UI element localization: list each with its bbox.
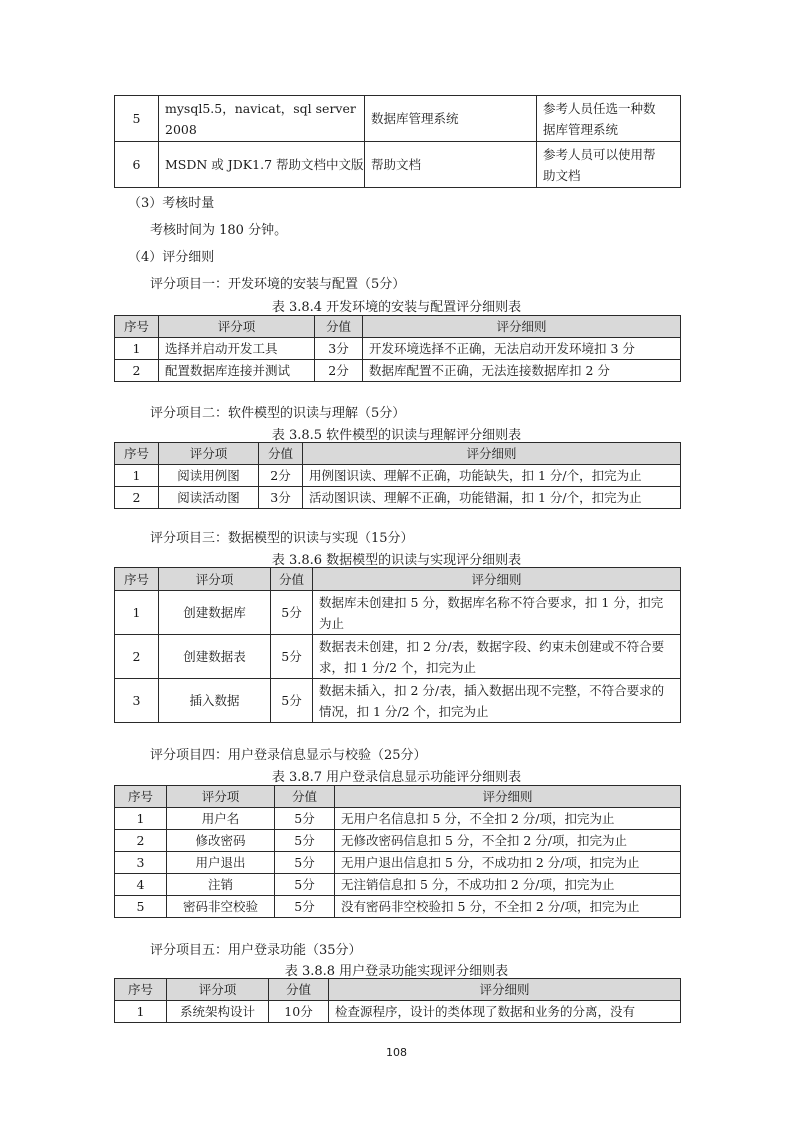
score-cell: 2分 (315, 360, 363, 382)
software-line: 2008 (165, 121, 197, 137)
table-row (115, 142, 681, 188)
header-cell: 分值 (259, 443, 303, 465)
detail-cell: 用例图识读、理解不正确，功能缺失，扣 1 分/个，扣完为止 (303, 465, 681, 487)
row-number: 3 (115, 679, 159, 723)
item-cell: 用户名 (167, 808, 275, 830)
detail-cell: 无用户退出信息扣 5 分，不成功扣 2 分/项，扣完为止 (335, 852, 681, 874)
section-heading: （4）评分细则 (128, 250, 215, 265)
row-number: 6 (115, 142, 159, 188)
item-heading: 评分项目五：用户登录功能（35分） (150, 943, 362, 958)
item-heading: 评分项目四：用户登录信息显示与校验（25分） (150, 748, 427, 763)
scoring-table-3 (114, 567, 681, 723)
table-caption: 表 3.8.8 用户登录功能实现评分细则表 (284, 964, 509, 979)
header-cell: 分值 (275, 786, 335, 808)
detail-cell: 无注销信息扣 5 分，不成功扣 2 分/项，扣完为止 (335, 874, 681, 896)
table-header-row (115, 786, 681, 808)
software-cell: MSDN 或 JDK1.7 帮助文档中文版 (159, 142, 365, 188)
header-cell: 评分项 (159, 316, 315, 338)
header-cell: 评分项 (167, 786, 275, 808)
detail-cell: 数据未插入，扣 2 分/表，插入数据出现不完整，不符合要求的情况，扣 1 分/2 个，扣完为止 (313, 679, 681, 723)
score-cell: 5分 (275, 830, 335, 852)
score-cell: 10分 (269, 1001, 329, 1023)
item-cell: 注销 (167, 874, 275, 896)
item-cell: 创建数据表 (159, 635, 271, 679)
note-line: 参考人员任选一种数 (543, 100, 656, 116)
software-cell (159, 96, 365, 142)
table-row (115, 830, 681, 852)
page-number: 108 (386, 1046, 407, 1059)
table-row (115, 896, 681, 918)
table-row (115, 635, 681, 679)
header-cell: 序号 (115, 443, 159, 465)
table-row (115, 808, 681, 830)
table-header-row (115, 979, 681, 1001)
score-cell: 3分 (259, 487, 303, 509)
header-cell: 评分细则 (329, 979, 681, 1001)
item-cell: 用户退出 (167, 852, 275, 874)
header-cell: 评分项 (159, 443, 259, 465)
header-cell: 分值 (315, 316, 363, 338)
row-number: 1 (115, 465, 159, 487)
table-caption: 表 3.8.7 用户登录信息显示功能评分细则表 (271, 770, 522, 785)
row-number: 2 (115, 487, 159, 509)
note-line: 参考人员可以使用帮 (543, 146, 656, 162)
table-row (115, 360, 681, 382)
table-row (115, 874, 681, 896)
scoring-table-4 (114, 785, 681, 918)
item-heading: 评分项目三：数据模型的识读与实现（15分） (150, 531, 414, 546)
header-cell: 序号 (115, 568, 159, 591)
table-row (115, 591, 681, 635)
header-cell: 评分项 (159, 568, 271, 591)
detail-cell: 没有密码非空校验扣 5 分，不全扣 2 分/项，扣完为止 (335, 896, 681, 918)
table-row (115, 1001, 681, 1023)
score-cell: 5分 (271, 591, 313, 635)
header-cell: 分值 (271, 568, 313, 591)
header-cell: 评分细则 (313, 568, 681, 591)
purpose-cell: 数据库管理系统 (365, 96, 537, 142)
scoring-table-5 (114, 978, 681, 1023)
item-cell: 选择并启动开发工具 (159, 338, 315, 360)
row-number: 4 (115, 874, 167, 896)
detail-cell: 无用户名信息扣 5 分，不全扣 2 分/项，扣完为止 (335, 808, 681, 830)
table-row (115, 487, 681, 509)
detail-cell: 检查源程序，设计的类体现了数据和业务的分离，没有 (329, 1001, 681, 1023)
header-cell: 评分细则 (363, 316, 681, 338)
score-cell: 5分 (271, 679, 313, 723)
note-cell (537, 96, 681, 142)
item-cell: 配置数据库连接并测试 (159, 360, 315, 382)
item-cell: 创建数据库 (159, 591, 271, 635)
table-header-row (115, 316, 681, 338)
detail-cell: 数据库未创建扣 5 分，数据库名称不符合要求，扣 1 分，扣完为止 (313, 591, 681, 635)
item-cell: 阅读活动图 (159, 487, 259, 509)
item-heading: 评分项目一：开发环境的安装与配置（5分） (150, 277, 406, 292)
table-header-row (115, 443, 681, 465)
note-line: 据库管理系统 (543, 121, 619, 137)
row-number: 2 (115, 635, 159, 679)
table-row (115, 465, 681, 487)
row-number: 2 (115, 360, 159, 382)
scoring-table-2 (114, 442, 681, 509)
score-cell: 5分 (275, 896, 335, 918)
item-heading: 评分项目二：软件模型的识读与理解（5分） (150, 406, 406, 421)
item-cell: 阅读用例图 (159, 465, 259, 487)
score-cell: 5分 (271, 635, 313, 679)
note-line: 助文档 (543, 167, 581, 183)
software-table (114, 95, 681, 188)
header-cell: 序号 (115, 786, 167, 808)
row-number: 1 (115, 1001, 167, 1023)
table-row (115, 96, 681, 142)
item-cell: 密码非空校验 (167, 896, 275, 918)
detail-cell: 数据库配置不正确，无法连接数据库扣 2 分 (363, 360, 681, 382)
table-row (115, 679, 681, 723)
row-number: 3 (115, 852, 167, 874)
detail-cell: 开发环境选择不正确，无法启动开发环境扣 3 分 (363, 338, 681, 360)
detail-cell: 无修改密码信息扣 5 分，不全扣 2 分/项，扣完为止 (335, 830, 681, 852)
body-text: 考核时间为 180 分钟。 (150, 223, 288, 238)
table-row (115, 338, 681, 360)
header-cell: 评分细则 (335, 786, 681, 808)
table-row (115, 852, 681, 874)
row-number: 5 (115, 896, 167, 918)
scoring-table-1 (114, 315, 681, 382)
detail-cell: 数据表未创建，扣 2 分/表，数据字段、约束未创建或不符合要求，扣 1 分/2 个，扣完为止 (313, 635, 681, 679)
item-cell: 系统架构设计 (167, 1001, 269, 1023)
score-cell: 5分 (275, 874, 335, 896)
score-cell: 2分 (259, 465, 303, 487)
item-cell: 修改密码 (167, 830, 275, 852)
table-caption: 表 3.8.5 软件模型的识读与理解评分细则表 (271, 428, 522, 443)
row-number: 1 (115, 808, 167, 830)
header-cell: 评分细则 (303, 443, 681, 465)
header-cell: 序号 (115, 979, 167, 1001)
score-cell: 3分 (315, 338, 363, 360)
table-caption: 表 3.8.6 数据模型的识读与实现评分细则表 (271, 553, 522, 568)
row-number: 1 (115, 338, 159, 360)
row-number: 5 (115, 96, 159, 142)
software-line: mysql5.5，navicat，sql server (165, 100, 356, 116)
purpose-cell: 帮助文档 (365, 142, 537, 188)
detail-cell: 活动图识读、理解不正确，功能错漏，扣 1 分/个，扣完为止 (303, 487, 681, 509)
item-cell: 插入数据 (159, 679, 271, 723)
header-cell: 序号 (115, 316, 159, 338)
header-cell: 评分项 (167, 979, 269, 1001)
row-number: 1 (115, 591, 159, 635)
score-cell: 5分 (275, 852, 335, 874)
header-cell: 分值 (269, 979, 329, 1001)
table-header-row (115, 568, 681, 591)
section-heading: （3）考核时量 (128, 196, 215, 211)
row-number: 2 (115, 830, 167, 852)
table-caption: 表 3.8.4 开发环境的安装与配置评分细则表 (271, 300, 522, 315)
note-cell (537, 142, 681, 188)
score-cell: 5分 (275, 808, 335, 830)
